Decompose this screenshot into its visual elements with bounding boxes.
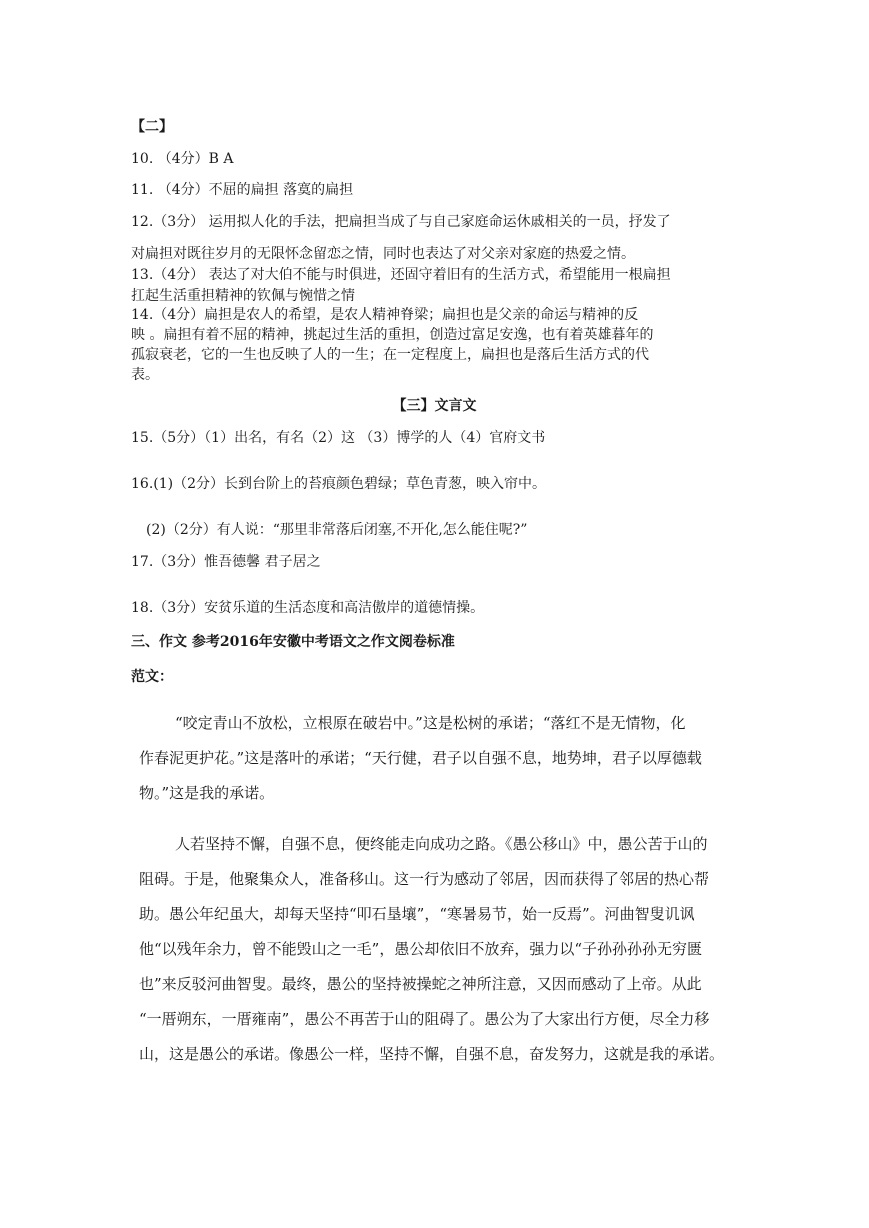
- essay-line: 他“以残年余力，曾不能毁山之一毛”，愚公却依旧不放弃，强力以“子孙孙孙孙无穷匮: [139, 940, 703, 958]
- essay-line: 也”来反驳河曲智叟。最终，愚公的坚持被操蛇之神所注意，又因而感动了上帝。从此: [139, 975, 702, 993]
- essay-line: 山，这是愚公的承诺。像愚公一样，坚持不懈，自强不息，奋发努力，这就是我的承诺。: [139, 1045, 725, 1063]
- essay-line: 阻碍。于是，他聚集众人，准备移山。这一行为感动了邻居，因而获得了邻居的热心帮: [139, 870, 710, 888]
- section-3-heading: 【三】文言文: [392, 398, 477, 414]
- sample-essay-label: 范文：: [131, 669, 173, 685]
- answer-line: (2)（2分）有人说：“那里非常落后闭塞,不开化,怎么能住呢?”: [146, 522, 528, 538]
- essay-line: 物。”这是我的承诺。: [139, 784, 275, 802]
- essay-line: 助。愚公年纪虽大，却每天坚持“叩石垦壤”，“寒暑易节，始一反焉”。河曲智叟讥讽: [139, 905, 695, 923]
- essay-heading: 三、作文 参考2016年安徽中考语文之作文阅卷标准: [131, 634, 455, 650]
- answer-line: 11. （4分）不屈的扁担 落寞的扁担: [131, 182, 354, 198]
- answer-line: 14.（4分）扁担是农人的希望，是农人精神脊梁；扁担也是父亲的命运与精神的反: [131, 307, 639, 323]
- answer-line: 18.（3分）安贫乐道的生活态度和高洁傲岸的道德情操。: [131, 600, 485, 616]
- essay-line: “咬定青山不放松，立根原在破岩中。”这是松树的承诺；“落红不是无情物，化: [175, 714, 686, 732]
- answer-line: 映 。扁担有着不屈的精神，挑起过生活的重担，创造过富足安逸，也有着英雄暮年的: [131, 327, 654, 343]
- answer-line: 扛起生活重担精神的钦佩与惋惜之情: [131, 288, 355, 304]
- section-2-heading: 【二】: [131, 119, 173, 135]
- essay-line: “一厝朔东，一厝雍南”，愚公不再苦于山的阻碍了。愚公为了大家出行方便，尽全力移: [139, 1010, 710, 1028]
- answer-line: 孤寂衰老，它的一生也反映了人的一生；在一定程度上，扁担也是落后生活方式的代: [131, 347, 649, 363]
- answer-line: 12.（3分） 运用拟人化的手法，把扁担当成了与自己家庭命运休戚相关的一员，抒发了: [131, 214, 671, 230]
- answer-line: 16.(1)（2分）长到台阶上的苔痕颜色碧绿；草色青葱，映入帘中。: [131, 476, 547, 492]
- answer-line: 15.（5分）（1）出名，有名（2）这 （3）博学的人（4）官府文书: [131, 430, 546, 446]
- answer-line: 表。: [131, 367, 159, 383]
- answer-line: 13.（4分） 表达了对大伯不能与时俱进，还固守着旧有的生活方式，希望能用一根扁担: [131, 267, 671, 283]
- answer-line: 17.（3分）惟吾德馨 君子居之: [131, 554, 321, 570]
- answer-line: 对扁担对既往岁月的无限怀念留恋之情，同时也表达了对父亲对家庭的热爱之情。: [131, 246, 635, 262]
- essay-line: 人若坚持不懈，自强不息，便终能走向成功之路。《愚公移山》中，愚公苦于山的: [175, 835, 708, 853]
- answer-line: 10. （4分）B A: [131, 151, 234, 167]
- essay-line: 作春泥更护花。”这是落叶的承诺；“天行健，君子以自强不息，地势坤，君子以厚德载: [139, 749, 702, 767]
